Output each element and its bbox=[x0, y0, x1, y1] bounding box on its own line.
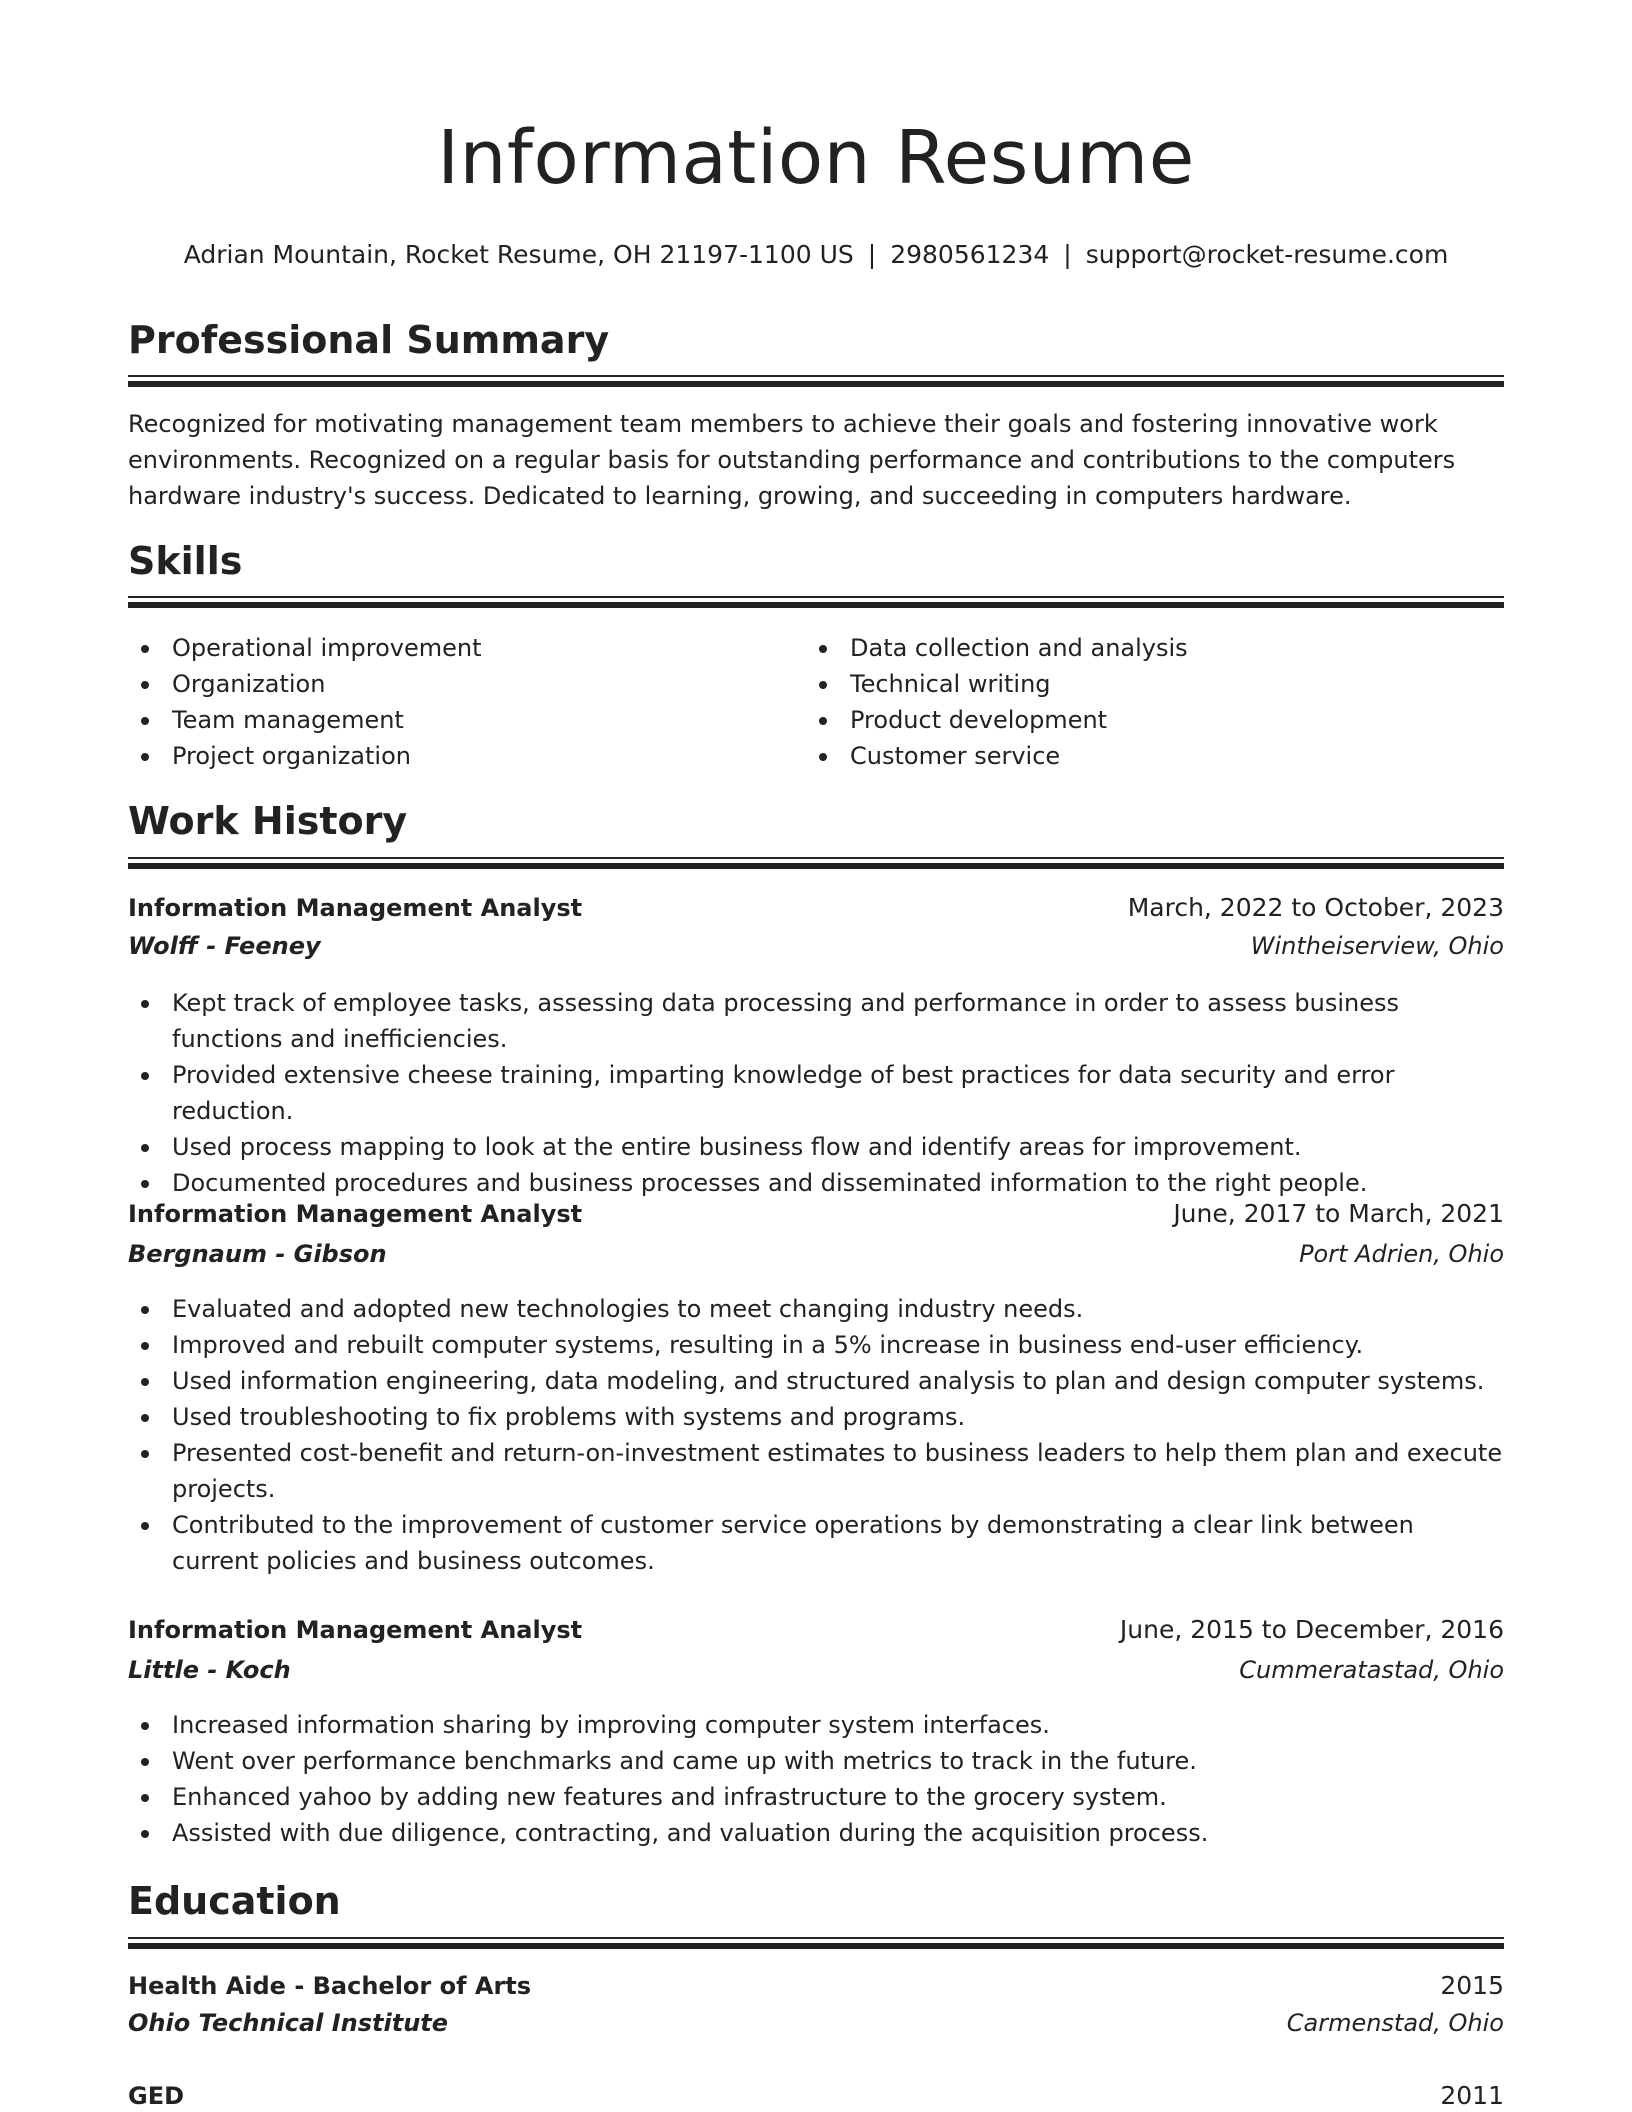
section-title-summary: Professional Summary bbox=[128, 318, 610, 362]
section-divider bbox=[128, 857, 1504, 871]
job-dates: June, 2017 to March, 2021 bbox=[1173, 1199, 1504, 1228]
contact-phone: 2980561234 bbox=[890, 240, 1050, 269]
list-item: Presented cost-benefit and return-on-investment estimates to business leaders to help them plan and execute projects. bbox=[128, 1435, 1504, 1507]
job-location: Wintheiserview, Ohio bbox=[1250, 932, 1504, 960]
section-title-skills: Skills bbox=[128, 539, 243, 583]
list-item: Assisted with due diligence, contracting, and valuation during the acquisition process. bbox=[128, 1815, 1504, 1851]
education-year: 2015 bbox=[1440, 1971, 1504, 2000]
skill-item: Organization bbox=[128, 666, 481, 702]
education-location: Carmenstad, Ohio bbox=[1286, 2009, 1504, 2037]
list-item: Used process mapping to look at the entire business flow and identify areas for improvement. bbox=[128, 1129, 1504, 1165]
skill-item: Technical writing bbox=[806, 666, 1188, 702]
contact-separator: | bbox=[867, 240, 877, 269]
job-bullets bbox=[128, 1291, 1504, 1579]
skill-item: Product development bbox=[806, 702, 1188, 738]
list-item: Evaluated and adopted new technologies to meet changing industry needs. bbox=[128, 1291, 1504, 1327]
skill-item: Customer service bbox=[806, 738, 1188, 774]
list-item: Used troubleshooting to fix problems with systems and programs. bbox=[128, 1399, 1504, 1435]
resume-page bbox=[128, 0, 1504, 2112]
job-company: Little - Koch bbox=[128, 1656, 291, 1684]
job-title: Information Management Analyst bbox=[128, 1200, 583, 1228]
job-location: Port Adrien, Ohio bbox=[1299, 1240, 1504, 1268]
skill-item: Team management bbox=[128, 702, 481, 738]
section-divider bbox=[128, 375, 1504, 389]
section-divider bbox=[128, 1937, 1504, 1951]
contact-separator: | bbox=[1063, 240, 1072, 269]
list-item: Contributed to the improvement of customer service operations by demonstrating a clear link between current policies and business outcomes. bbox=[128, 1507, 1504, 1579]
job-bullets bbox=[128, 985, 1504, 1201]
section-divider bbox=[128, 596, 1504, 610]
education-degree: Health Aide - Bachelor of Arts bbox=[128, 1972, 532, 2000]
list-item: Kept track of employee tasks, assessing data processing and performance in order to assess business functions and inefficiencies. bbox=[128, 985, 1504, 1057]
resume-name: Information Resume bbox=[437, 115, 1195, 201]
job-location: Cummeratastad, Ohio bbox=[1239, 1656, 1504, 1684]
section-title-work-history: Work History bbox=[128, 799, 408, 843]
job-company: Wolff - Feeney bbox=[128, 932, 321, 960]
skills-column-right bbox=[806, 630, 1188, 774]
list-item: Improved and rebuilt computer systems, resulting in a 5% increase in business end-user efficiency. bbox=[128, 1327, 1504, 1363]
job-company: Bergnaum - Gibson bbox=[128, 1240, 387, 1268]
list-item: Went over performance benchmarks and came up with metrics to track in the future. bbox=[128, 1743, 1504, 1779]
job-title: Information Management Analyst bbox=[128, 1616, 583, 1644]
job-dates: March, 2022 to October, 2023 bbox=[1127, 893, 1504, 922]
skill-item: Project organization bbox=[128, 738, 481, 774]
list-item: Provided extensive cheese training, imparting knowledge of best practices for data security and error reduction. bbox=[128, 1057, 1504, 1129]
contact-email: support@rocket-resume.com bbox=[1085, 240, 1449, 269]
job-title: Information Management Analyst bbox=[128, 894, 583, 922]
contact-address: Adrian Mountain, Rocket Resume, OH 21197-1100 US bbox=[183, 240, 854, 269]
job-dates: June, 2015 to December, 2016 bbox=[1119, 1615, 1504, 1644]
list-item: Increased information sharing by improving computer system interfaces. bbox=[128, 1707, 1504, 1743]
list-item: Documented procedures and business processes and disseminated information to the right people. bbox=[128, 1165, 1504, 1201]
skill-item: Operational improvement bbox=[128, 630, 481, 666]
contact-line bbox=[128, 240, 1504, 269]
skill-item: Data collection and analysis bbox=[806, 630, 1188, 666]
section-title-education: Education bbox=[128, 1879, 341, 1923]
skills-column-left bbox=[128, 630, 481, 774]
list-item: Used information engineering, data modeling, and structured analysis to plan and design computer systems. bbox=[128, 1363, 1504, 1399]
job-bullets bbox=[128, 1707, 1504, 1851]
summary-text: Recognized for motivating management team members to achieve their goals and fostering innovative work environments. Recognized on a regular basis for outstanding performance and contributions to the computers hardware industry's success. Dedicated to learning, growing, and succeeding in computers hardware. bbox=[128, 410, 1456, 510]
list-item: Enhanced yahoo by adding new features and infrastructure to the grocery system. bbox=[128, 1779, 1504, 1815]
education-degree: GED bbox=[128, 2082, 185, 2110]
education-year: 2011 bbox=[1440, 2081, 1504, 2110]
education-school: Ohio Technical Institute bbox=[128, 2009, 449, 2037]
